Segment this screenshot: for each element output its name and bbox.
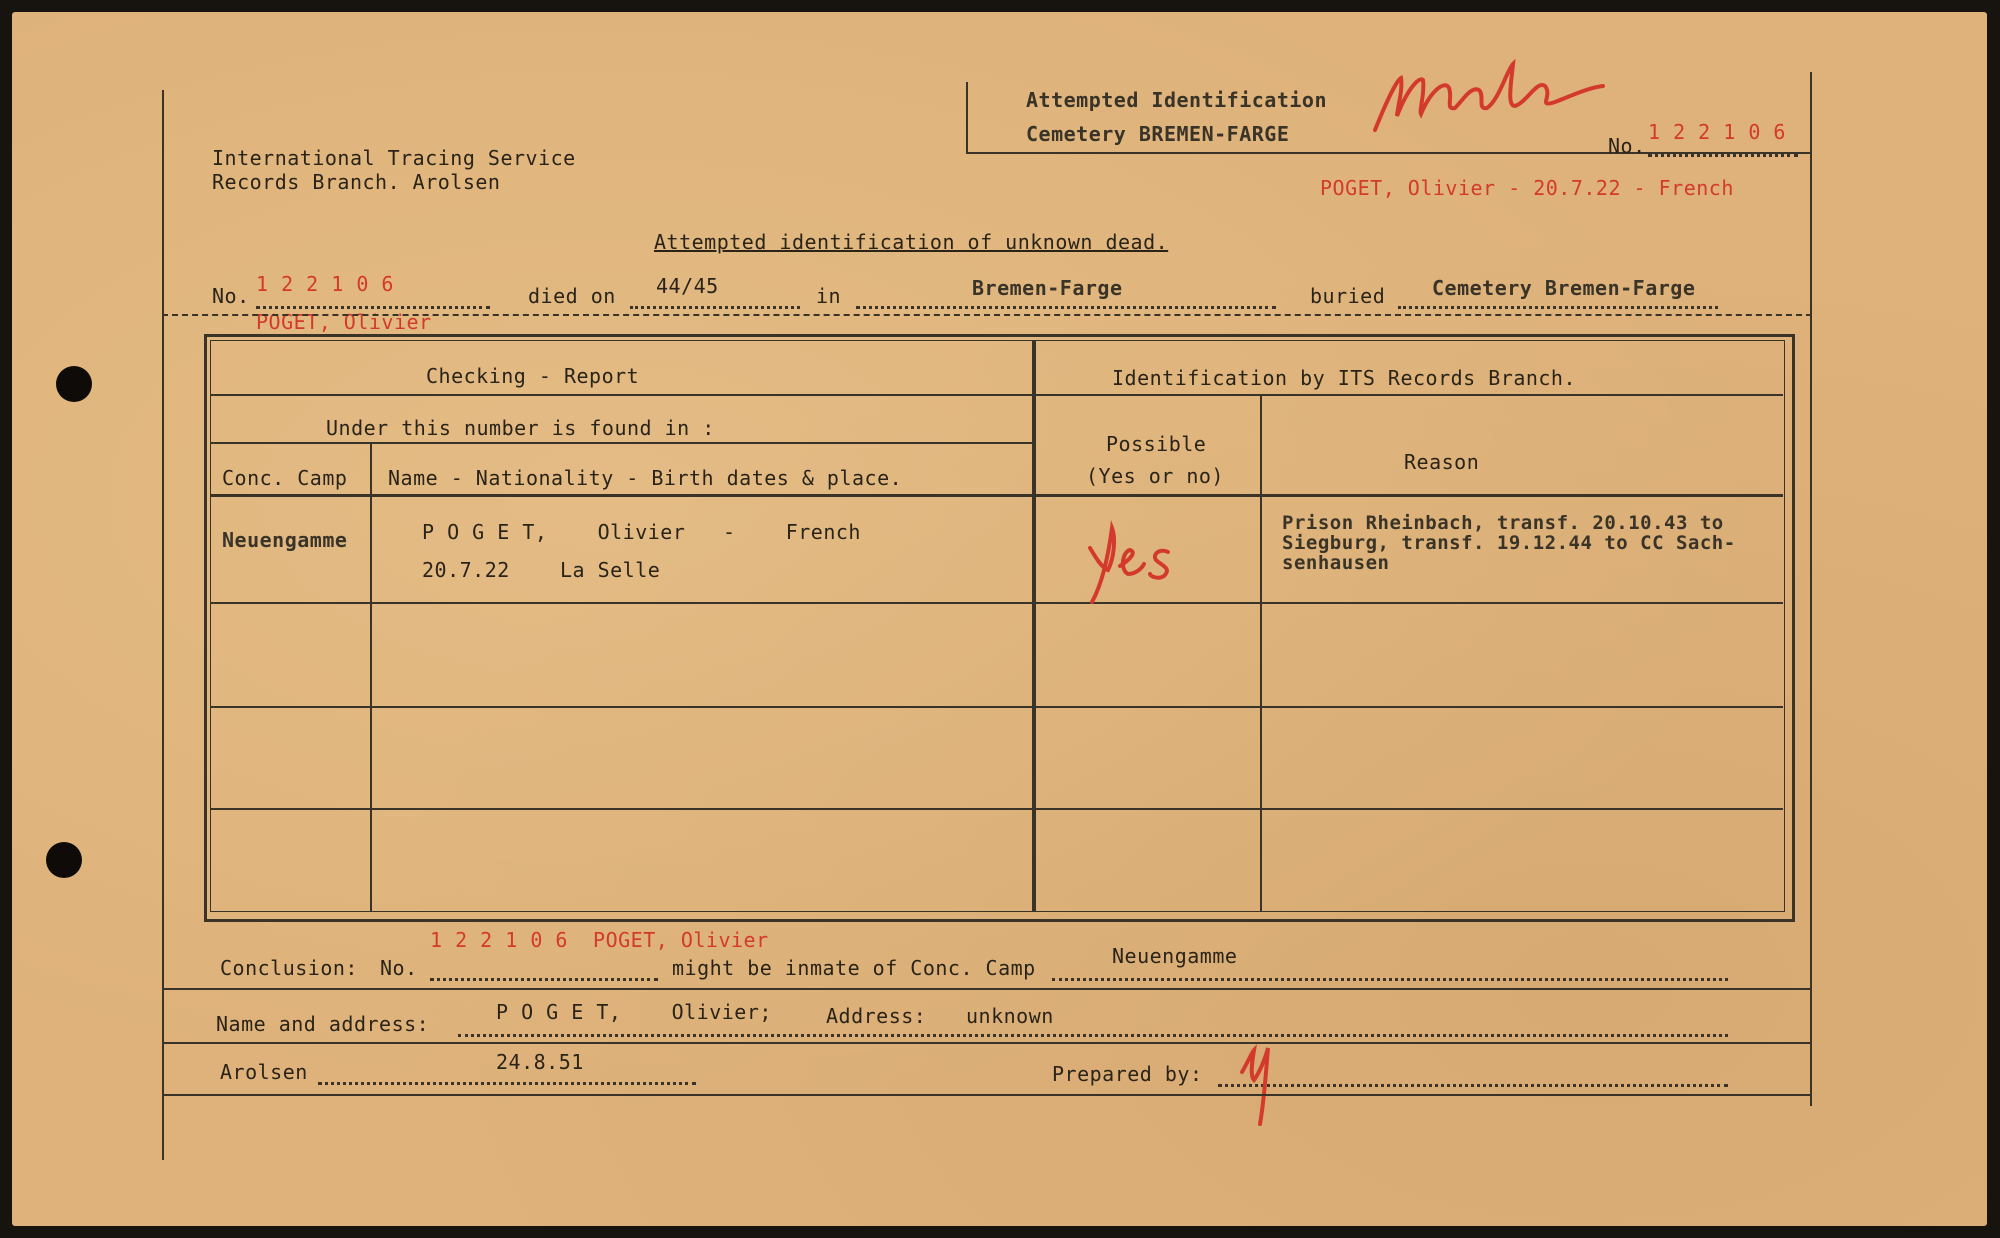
name-address-dots [458,1034,1728,1037]
conclusion-no-label: No. [380,956,418,980]
stamp-line-2: Cemetery BREMEN-FARGE [1026,122,1290,146]
conclusion-no-dots [430,978,658,981]
org-line-2: Records Branch. Arolsen [212,170,501,194]
date-value: 24.8.51 [496,1050,584,1074]
row-name-line-1: P O G E T, Olivier - French [422,520,861,544]
died-label: died on [528,284,616,308]
in-value: Bremen-Farge [972,276,1123,300]
divider-camp-name [370,442,372,912]
row-reason-line-2: Siegburg, transf. 19.12.44 to CC Sach- [1282,532,1736,554]
row-name-line-2: 20.7.22 La Selle [422,558,661,582]
row-camp: Neuengamme [222,528,348,552]
row-reason-line-3: senhausen [1282,552,1390,574]
name-address-divider [162,1042,1812,1044]
name-address-name: P O G E T, Olivier; [496,1000,772,1024]
prepared-by-label: Prepared by: [1052,1062,1203,1086]
conclusion-might-be: might be inmate of Conc. Camp [672,956,1036,980]
divider-under-checking [210,394,1783,396]
place-date-dots [318,1082,696,1085]
row-reason-line-1: Prison Rheinbach, transf. 20.10.43 to [1282,512,1724,534]
stamp-bracket-left [966,82,968,152]
address-label: Address: [826,1004,927,1028]
prepared-by-dots [1218,1084,1728,1087]
record-no-dots [256,306,490,309]
index-card [12,12,1987,1226]
buried-label: buried [1310,284,1386,308]
header-no-label: No. [1608,134,1646,158]
record-name-sub: POGET, Olivier [256,310,432,334]
conclusion-camp-dots [1052,978,1728,981]
conclusion-camp-value: Neuengamme [1112,944,1238,968]
reason-column-header: Reason [1404,450,1480,474]
divider-row-2 [210,706,1783,708]
header-person-line: POGET, Olivier - 20.7.22 - French [1320,176,1734,200]
footer-divider [162,1094,1812,1096]
buried-value: Cemetery Bremen-Farge [1432,276,1696,300]
possible-column-header-1: Possible [1106,432,1207,456]
divider-checking-identification [1032,340,1036,912]
divider-under-headers [210,494,1783,497]
form-title: Attempted identification of unknown dead. [654,230,1169,254]
name-address-label: Name and address: [216,1012,430,1036]
divider-row-1 [210,602,1783,604]
header-no-dots [1648,154,1798,157]
divider-row-3 [210,808,1783,810]
checking-report-header: Checking - Report [426,364,640,388]
record-no-value: 1 2 2 1 0 6 [256,272,394,296]
record-divider [162,314,1812,316]
record-no-label: No. [212,284,250,308]
punch-hole-bottom [46,842,82,878]
name-column-header: Name - Nationality - Birth dates & place. [388,466,903,490]
in-dots [856,306,1276,309]
died-dots [630,306,800,309]
camp-column-header: Conc. Camp [222,466,348,490]
stamp-line-1: Attempted Identification [1026,88,1327,112]
conclusion-label: Conclusion: [220,956,358,980]
header-no-value: 1 2 2 1 0 6 [1648,120,1786,144]
in-label: in [816,284,842,308]
buried-dots [1398,306,1718,309]
punch-hole-top [56,366,92,402]
handwritten-made [1367,50,1607,140]
conclusion-red-note: 1 2 2 1 0 6 POGET, Olivier [430,928,769,952]
place-label: Arolsen [220,1060,308,1084]
died-value: 44/45 [656,274,719,298]
handwritten-yes [1072,518,1192,608]
org-line-1: International Tracing Service [212,146,576,170]
handwritten-initial [1232,1032,1292,1132]
possible-column-header-2: (Yes or no) [1086,464,1224,488]
identification-header: Identification by ITS Records Branch. [1112,366,1577,390]
divider-under-found [210,442,1032,444]
right-margin-rule [1810,72,1812,1106]
found-in-header: Under this number is found in : [326,416,715,440]
left-margin-rule [162,90,164,1160]
conclusion-divider [162,988,1812,990]
address-value: unknown [966,1004,1054,1028]
divider-possible-reason [1260,394,1262,912]
